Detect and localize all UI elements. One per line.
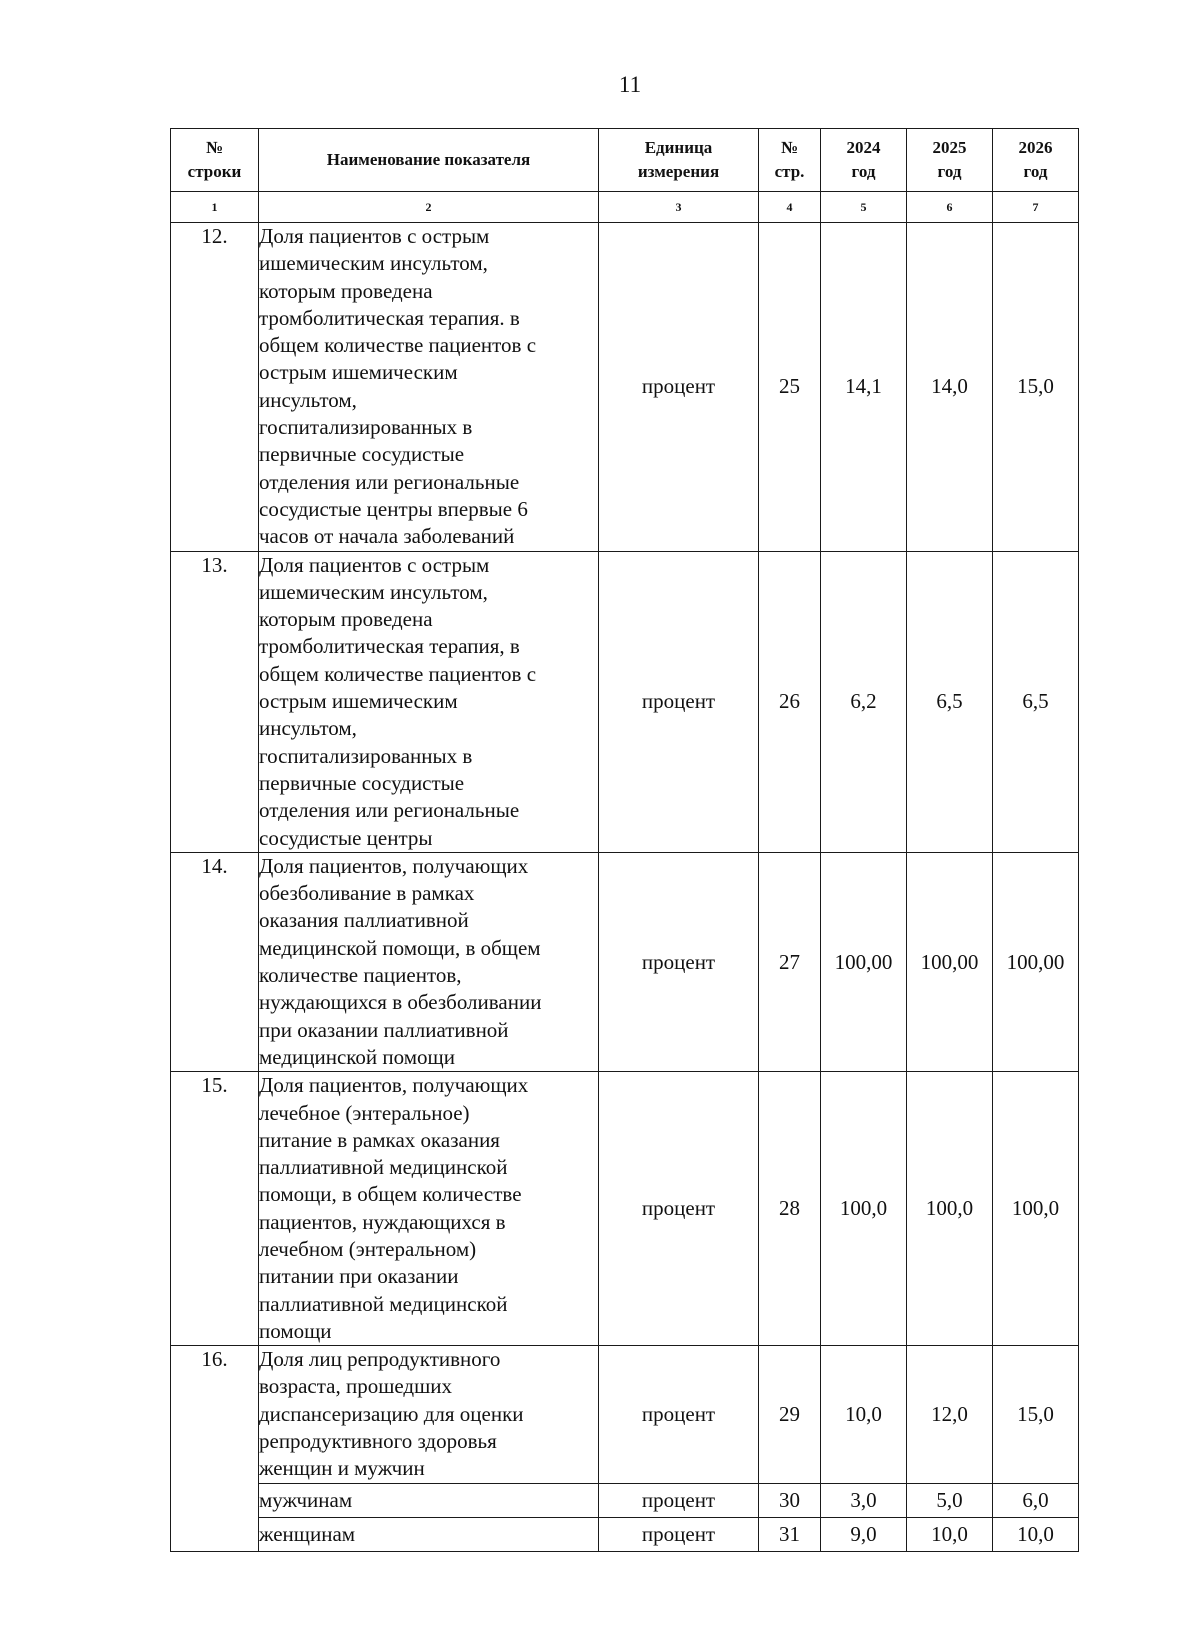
unit-cell: процент (599, 551, 759, 852)
indicator-name-line: пациентов, нуждающихся в (259, 1209, 506, 1234)
sub-indicator-name: мужчинам (259, 1483, 599, 1517)
indicator-name-line: ишемическим инсультом, (259, 579, 488, 604)
line-number-cell: 29 (759, 1346, 821, 1483)
value-2026-cell: 10,0 (993, 1517, 1079, 1551)
indicator-name-line: женщин и мужчин (259, 1456, 425, 1481)
page-number: 11 (618, 72, 642, 97)
indicator-name-line: при оказании паллиативной (259, 1017, 509, 1042)
indicator-name-line: оказания паллиативной (259, 908, 469, 933)
row-number: 14. (171, 852, 259, 1071)
row-number: 16. (171, 1346, 259, 1551)
indicator-name-line: нуждающихся в обезболивании (259, 990, 542, 1015)
value-2025-cell: 12,0 (907, 1346, 993, 1483)
value-2025-cell: 6,5 (907, 551, 993, 852)
indicator-name-line: первичные сосудистые (259, 442, 465, 467)
indicator-name-line: Доля пациентов с острым (259, 224, 490, 248)
indicator-name-line: Доля лиц репродуктивного (259, 1347, 501, 1372)
indicator-name-line: лечебном (энтеральном) (259, 1236, 477, 1261)
value-2025-cell: 100,00 (907, 852, 993, 1071)
indicator-name-line: лечебное (энтеральное) (259, 1100, 470, 1125)
unit-cell: процент (599, 1346, 759, 1483)
header-year-2024: 2024 год (821, 129, 907, 192)
indicator-name (259, 852, 599, 1071)
indicator-name-line: госпитализированных в (259, 743, 473, 768)
unit-cell: процент (599, 223, 759, 552)
indicator-name-line: инсультом, (259, 716, 357, 741)
column-number: 5 (821, 192, 907, 223)
indicator-name-line: отделения или региональные (259, 469, 520, 494)
indicator-name (259, 1072, 599, 1346)
indicator-name-line: Доля пациентов, получающих (259, 853, 529, 878)
value-2024-cell: 10,0 (821, 1346, 907, 1483)
indicator-name-line: первичные сосудистые (259, 770, 465, 795)
column-number: 1 (171, 192, 259, 223)
value-2025-cell: 100,0 (907, 1072, 993, 1346)
value-2026-cell: 15,0 (993, 223, 1079, 552)
column-number: 7 (993, 192, 1079, 223)
value-2026-cell: 100,0 (993, 1072, 1079, 1346)
sub-indicator-name: женщинам (259, 1517, 599, 1551)
indicator-name-line: ишемическим инсультом, (259, 251, 488, 276)
indicator-name-line: которым проведена (259, 607, 433, 632)
value-2024-cell: 9,0 (821, 1517, 907, 1551)
value-2026-cell: 15,0 (993, 1346, 1079, 1483)
indicator-name-line: помощи (259, 1318, 332, 1343)
indicator-name-line: тромболитическая терапия, в (259, 634, 520, 659)
indicator-name (259, 551, 599, 852)
indicator-name-line: количестве пациентов, (259, 963, 462, 988)
indicator-name-line: помощи, в общем количестве (259, 1182, 522, 1207)
indicator-name (259, 223, 599, 552)
value-2026-cell: 100,00 (993, 852, 1079, 1071)
value-2025-cell: 14,0 (907, 223, 993, 552)
row-number: 15. (171, 1072, 259, 1346)
value-2024-cell: 100,0 (821, 1072, 907, 1346)
table-row (171, 223, 1079, 552)
table-row (171, 852, 1079, 1071)
value-2025-cell: 5,0 (907, 1483, 993, 1517)
column-number-row (171, 192, 1079, 223)
indicator-name-line: питание в рамках оказания (259, 1127, 500, 1152)
column-number: 3 (599, 192, 759, 223)
unit-cell: процент (599, 852, 759, 1071)
header-row (171, 129, 1079, 192)
value-2024-cell: 14,1 (821, 223, 907, 552)
indicator-name-line: паллиативной медицинской (259, 1291, 508, 1316)
indicator-name-line: Доля пациентов, получающих (259, 1073, 529, 1098)
indicator-name (259, 1346, 599, 1483)
indicator-name-line: общем количестве пациентов с (259, 661, 537, 686)
indicator-name-line: паллиативной медицинской (259, 1155, 508, 1180)
line-number-cell: 26 (759, 551, 821, 852)
unit-cell: процент (599, 1483, 759, 1517)
table-row (171, 551, 1079, 852)
indicators-table (170, 128, 1079, 1552)
indicator-name-line: медицинской помощи, в общем (259, 935, 541, 960)
value-2026-cell: 6,0 (993, 1483, 1079, 1517)
row-number: 13. (171, 551, 259, 852)
indicator-name-line: госпитализированных в (259, 415, 473, 440)
value-2024-cell: 100,00 (821, 852, 907, 1071)
line-number-cell: 25 (759, 223, 821, 552)
indicator-name-line: обезболивание в рамках (259, 881, 475, 906)
indicator-name-line: общем количестве пациентов с (259, 333, 537, 358)
indicator-name-line: отделения или региональные (259, 798, 520, 823)
indicator-name-line: острым ишемическим (259, 360, 458, 385)
indicator-name-line: которым проведена (259, 278, 433, 303)
header-unit: Единица измерения (599, 129, 759, 192)
header-line: № стр. (759, 129, 821, 192)
indicator-name-line: медицинской помощи (259, 1044, 455, 1069)
header-year-2025: 2025 год (907, 129, 993, 192)
indicator-name-line: репродуктивного здоровья (259, 1429, 497, 1454)
indicator-name-line: тромболитическая терапия. в (259, 305, 520, 330)
value-2025-cell: 10,0 (907, 1517, 993, 1551)
table-body (171, 223, 1079, 1552)
indicator-name-line: возраста, прошедших (259, 1374, 453, 1399)
line-number-cell: 31 (759, 1517, 821, 1551)
indicator-name-line: инсультом, (259, 387, 357, 412)
column-number: 6 (907, 192, 993, 223)
unit-cell: процент (599, 1072, 759, 1346)
sub-row (171, 1483, 1079, 1517)
sub-row (171, 1517, 1079, 1551)
column-number: 4 (759, 192, 821, 223)
value-2026-cell: 6,5 (993, 551, 1079, 852)
value-2024-cell: 6,2 (821, 551, 907, 852)
line-number-cell: 28 (759, 1072, 821, 1346)
indicator-name-line: питании при оказании (259, 1264, 459, 1289)
indicator-name-line: сосудистые центры впервые 6 (259, 496, 528, 521)
unit-cell: процент (599, 1517, 759, 1551)
indicator-name-line: Доля пациентов с острым (259, 552, 490, 577)
header-indicator-name: Наименование показателя (259, 129, 599, 192)
table-row (171, 1346, 1079, 1483)
header-year-2026: 2026 год (993, 129, 1079, 192)
column-number: 2 (259, 192, 599, 223)
line-number-cell: 30 (759, 1483, 821, 1517)
indicator-name-line: сосудистые центры (259, 825, 433, 850)
table-row (171, 1072, 1079, 1346)
line-number-cell: 27 (759, 852, 821, 1071)
value-2024-cell: 3,0 (821, 1483, 907, 1517)
header-row-number: № строки (171, 129, 259, 192)
indicator-name-line: острым ишемическим (259, 689, 458, 714)
indicator-name-line: часов от начала заболеваний (259, 524, 515, 549)
row-number: 12. (171, 223, 259, 552)
indicator-name-line: диспансеризацию для оценки (259, 1401, 524, 1426)
